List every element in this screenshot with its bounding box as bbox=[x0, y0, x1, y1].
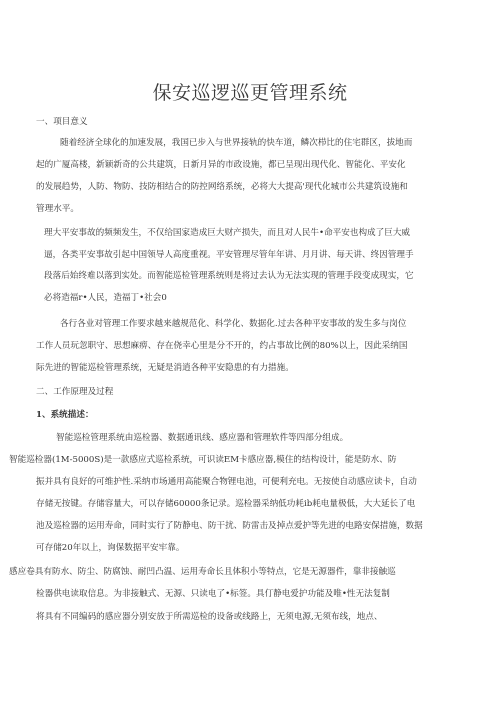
paragraph-line: 振并具有良好的可维护性.采纳市场通用高能聚合物锂电池，可便利充电。无按使自动感应读卡，自动 bbox=[36, 477, 417, 487]
paragraph-line: 起的广厦高楼，新颖新奇的公共建筑，日新月异的市政设施，都已呈现出现代化、智能化、平安化 bbox=[36, 160, 406, 170]
paragraph-line: 的发展趋势，人防、物防、技防相结合的防控网络系统，必将大大提高'现代化城市公共建筑设施和 bbox=[36, 182, 408, 192]
paragraph-line: 感应卷具有防水、防尘、防腐蚀、耐凹凸温、运用寿命长且体积小等特点，它是无源器件，靠非接触巡 bbox=[9, 567, 396, 577]
paragraph-line: 随着经济全球化的加速发展，我国已步入与世界接轨的快车道，鳞次栉比的住宅群区，拔地而 bbox=[60, 138, 413, 148]
paragraph-line: 可存储20年以上，询保数据平安牢靠。 bbox=[36, 543, 185, 553]
section-heading-project-significance: 一、项目意义 bbox=[36, 117, 88, 127]
paragraph-line: 际先进的智能巡检管理系统，无疑是消逍各种平安隐患的有力措施。 bbox=[36, 363, 294, 373]
paragraph-line: 智能巡检管理系统由巡检器、数据通讯线、感应器和管理软件等四部分组成。 bbox=[56, 433, 349, 443]
paragraph-line: 池及巡检器的运用寿命，同时实行了防静电、防干扰、防雷击及掉点爱护等先进的电路安保措施，数据 bbox=[36, 521, 423, 531]
paragraph-line: 理大平安事故的频频发生，不仅给国家造成巨大财产损失，而且对人民牛•命平安也构成了巨大威 bbox=[44, 228, 411, 238]
paragraph-line: 逼，各类平安事故引起中国领导人高度重视。平安管理尽管年年讲、月月讲、每天讲、终因管理手 bbox=[44, 250, 414, 260]
section-heading-working-principle: 二、工作原理及过程 bbox=[36, 387, 114, 397]
paragraph-line: 将具有不同编码的感应器分别安放于所需巡检的设备或线路上，无须电源,无须布线，地点、 bbox=[36, 612, 383, 622]
document-title: 保安巡逻巡更管理系统 bbox=[152, 82, 348, 104]
paragraph-line: 检器供电读取信息。为非接触式、无源、只读电了•标签。具仃静电爱护功能及唯•性无法复制 bbox=[36, 589, 390, 599]
paragraph-line: 工作人员玩忽职守、思想麻痹、存在侥幸心里是分不开的，约占事故比例的80%以上，因此采纳国 bbox=[36, 341, 408, 351]
paragraph-line: 各行各业对管理工作要求越来越规范化、科学化、数据化.过去各种平安事故的发生多与岗位 bbox=[60, 319, 407, 329]
paragraph-line: 段落后始终难以落到实处。而智能巡检管理系统则是将过去认为无法实现的管理手段变成现实，它 bbox=[44, 271, 414, 281]
paragraph-line: 管理水平。 bbox=[36, 204, 79, 214]
paragraph-line: 必将造福r•人民，造福丁•社会0 bbox=[44, 293, 167, 303]
subsection-heading-system-description: 1、系统描述： bbox=[36, 410, 94, 420]
paragraph-line: 存储无按键。存储容量大，可以存储60000条记录。巡检器采纳低功耗ib耗电量极低，大大延长了电 bbox=[36, 499, 416, 509]
paragraph-line: 智能巡检器(1M-5000S)是一款感应式巡检系统，可识读EM卡感应器,模住的结构设计，能是防水、防 bbox=[9, 455, 397, 465]
